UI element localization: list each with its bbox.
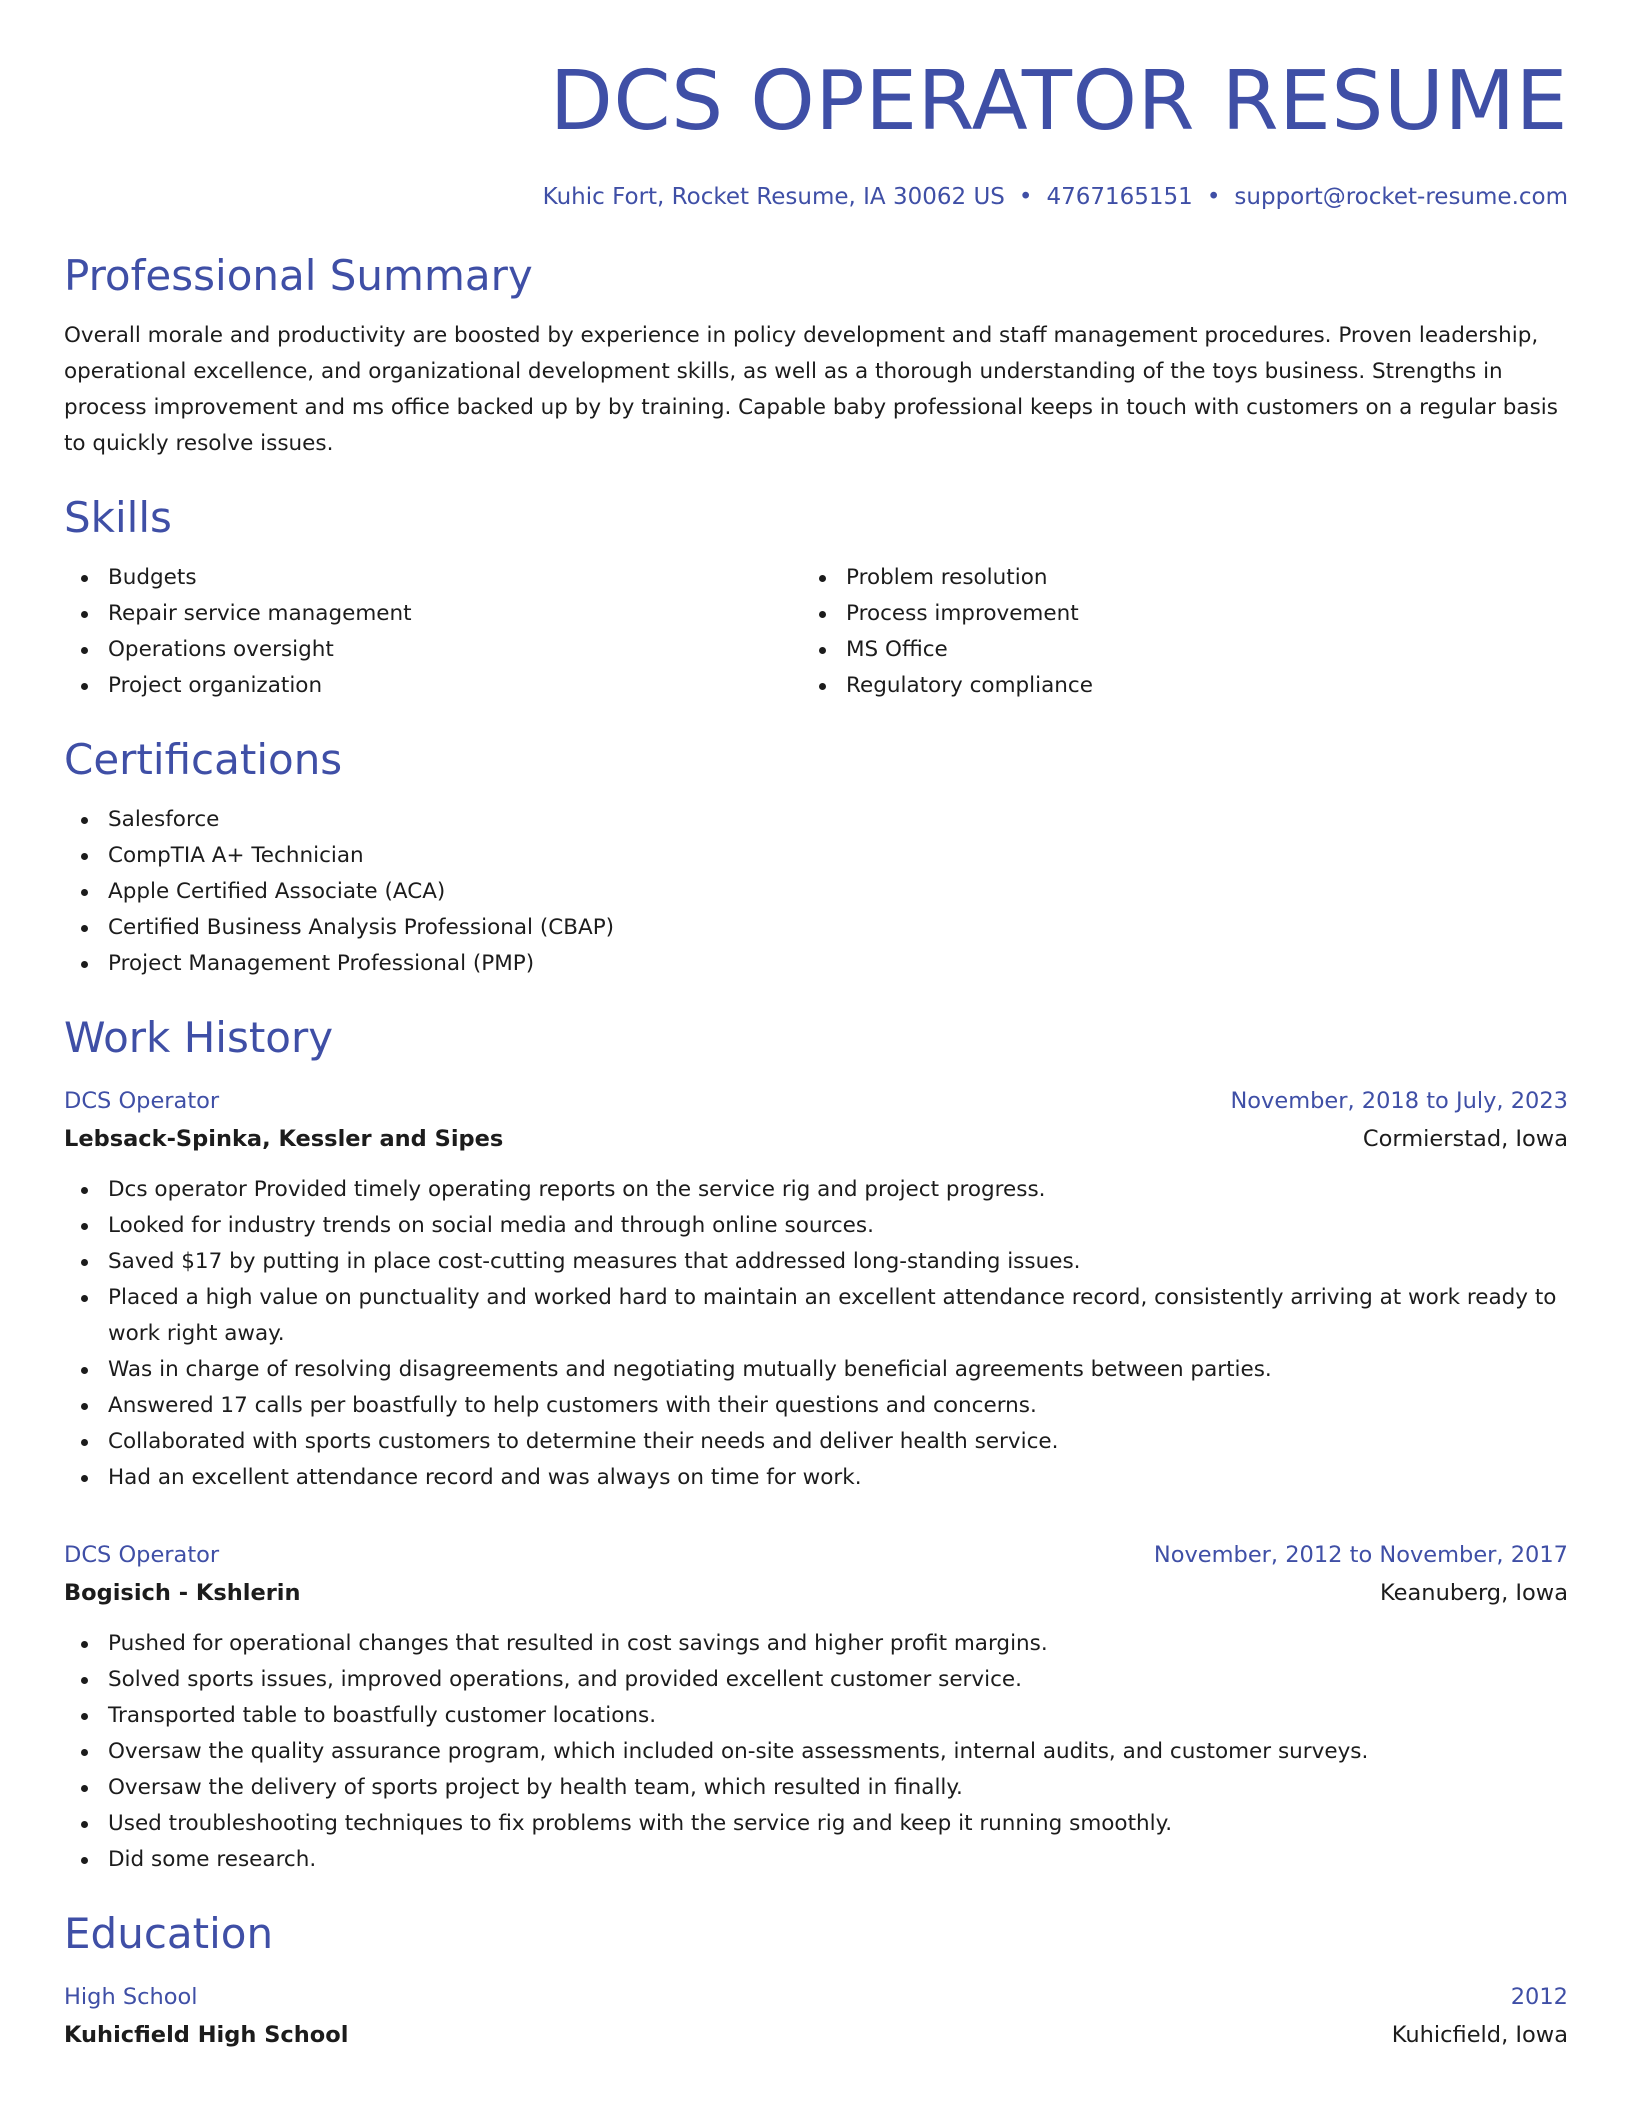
education-degree: High School bbox=[64, 1984, 198, 2010]
resume-title: DCS OPERATOR RESUME bbox=[549, 54, 1568, 149]
education-school: Kuhicfield High School bbox=[64, 2022, 349, 2048]
contact-line bbox=[64, 180, 1568, 214]
contact-address: Kuhic Fort, Rocket Resume, IA 30062 US bbox=[542, 184, 1005, 210]
list-item: Operations oversight bbox=[64, 632, 802, 668]
job-location: Keanuberg, Iowa bbox=[1380, 1580, 1568, 1606]
job-employer: Lebsack-Spinka, Kessler and Sipes bbox=[64, 1126, 504, 1152]
section-heading: Certifications bbox=[64, 735, 343, 784]
contact-email: support@rocket-resume.com bbox=[1234, 184, 1568, 210]
contact-separator: • bbox=[1206, 184, 1221, 210]
job-location: Cormierstad, Iowa bbox=[1362, 1126, 1568, 1152]
certifications-section bbox=[64, 732, 1568, 982]
resume-header bbox=[64, 52, 1568, 214]
list-item: Used troubleshooting techniques to fix problems with the service rig and keep it running smoothly. bbox=[64, 1806, 1568, 1842]
list-item: Collaborated with sports customers to determine their needs and deliver health service. bbox=[64, 1424, 1568, 1460]
list-item: Process improvement bbox=[802, 596, 1540, 632]
list-item: Project Management Professional (PMP) bbox=[64, 946, 1568, 982]
contact-separator: • bbox=[1018, 184, 1033, 210]
certifications-list bbox=[64, 802, 1568, 982]
job-employer-row bbox=[64, 1120, 1568, 1158]
education-year: 2012 bbox=[1510, 1984, 1568, 2010]
work-history-section bbox=[64, 1010, 1568, 1878]
list-item: Looked for industry trends on social media and through online sources. bbox=[64, 1208, 1568, 1244]
section-heading: Skills bbox=[64, 493, 172, 542]
contact-phone: 4767165151 bbox=[1046, 184, 1193, 210]
job-title: DCS Operator bbox=[64, 1542, 220, 1568]
job-employer: Bogisich - Kshlerin bbox=[64, 1580, 301, 1606]
job-bullets bbox=[64, 1626, 1568, 1878]
skills-grid bbox=[64, 560, 1568, 704]
list-item: Transported table to boastfully customer locations. bbox=[64, 1698, 1568, 1734]
professional-summary-section bbox=[64, 248, 1568, 462]
list-item: Had an excellent attendance record and was always on time for work. bbox=[64, 1460, 1568, 1496]
list-item: Regulatory compliance bbox=[802, 668, 1540, 704]
job-employer-row bbox=[64, 1574, 1568, 1612]
list-item: Repair service management bbox=[64, 596, 802, 632]
list-item: CompTIA A+ Technician bbox=[64, 838, 1568, 874]
skills-list-left bbox=[64, 560, 802, 704]
education-entry bbox=[64, 1978, 1568, 2054]
job-title-row bbox=[64, 1536, 1568, 1574]
skills-list-right bbox=[802, 560, 1540, 704]
list-item: Oversaw the delivery of sports project by health team, which resulted in finally. bbox=[64, 1770, 1568, 1806]
education-section bbox=[64, 1906, 1568, 2054]
job-dates: November, 2012 to November, 2017 bbox=[1153, 1542, 1568, 1568]
job-dates: November, 2018 to July, 2023 bbox=[1230, 1088, 1568, 1114]
job-title: DCS Operator bbox=[64, 1088, 220, 1114]
education-location: Kuhicfield, Iowa bbox=[1391, 2022, 1568, 2048]
list-item: Answered 17 calls per boastfully to help customers with their questions and concerns. bbox=[64, 1388, 1568, 1424]
job-title-row bbox=[64, 1082, 1568, 1120]
job-bullets bbox=[64, 1172, 1568, 1496]
section-heading: Education bbox=[64, 1909, 274, 1958]
list-item: Oversaw the quality assurance program, which included on-site assessments, internal audits, and customer surveys. bbox=[64, 1734, 1568, 1770]
education-school-row bbox=[64, 2016, 1568, 2054]
list-item: Did some research. bbox=[64, 1842, 1568, 1878]
list-item: Certified Business Analysis Professional (CBAP) bbox=[64, 910, 1568, 946]
list-item: Solved sports issues, improved operations, and provided excellent customer service. bbox=[64, 1662, 1568, 1698]
list-item: MS Office bbox=[802, 632, 1540, 668]
section-heading: Professional Summary bbox=[64, 251, 533, 300]
skills-section bbox=[64, 490, 1568, 704]
list-item: Placed a high value on punctuality and worked hard to maintain an excellent attendance record, consistently arriving at work ready to work right away. bbox=[64, 1280, 1568, 1352]
list-item: Was in charge of resolving disagreements and negotiating mutually beneficial agreements between parties. bbox=[64, 1352, 1568, 1388]
list-item: Budgets bbox=[64, 560, 802, 596]
list-item: Saved $17 by putting in place cost-cutting measures that addressed long-standing issues. bbox=[64, 1244, 1568, 1280]
summary-text: Overall morale and productivity are boosted by experience in policy development and staff management procedures. Proven leadership, operational excellence, and organizational development skills, as well as a thorough understanding of the toys business. Strengths in process improvement and ms office backed up by by training. Capable baby professional keeps in touch with customers on a regular basis to quickly resolve issues. bbox=[64, 323, 1558, 456]
list-item: Salesforce bbox=[64, 802, 1568, 838]
education-degree-row bbox=[64, 1978, 1568, 2016]
list-item: Apple Certified Associate (ACA) bbox=[64, 874, 1568, 910]
job-entry bbox=[64, 1536, 1568, 1878]
list-item: Dcs operator Provided timely operating reports on the service rig and project progress. bbox=[64, 1172, 1568, 1208]
list-item: Pushed for operational changes that resulted in cost savings and higher profit margins. bbox=[64, 1626, 1568, 1662]
list-item: Problem resolution bbox=[802, 560, 1540, 596]
section-heading: Work History bbox=[64, 1013, 334, 1062]
job-entry bbox=[64, 1082, 1568, 1496]
list-item: Project organization bbox=[64, 668, 802, 704]
